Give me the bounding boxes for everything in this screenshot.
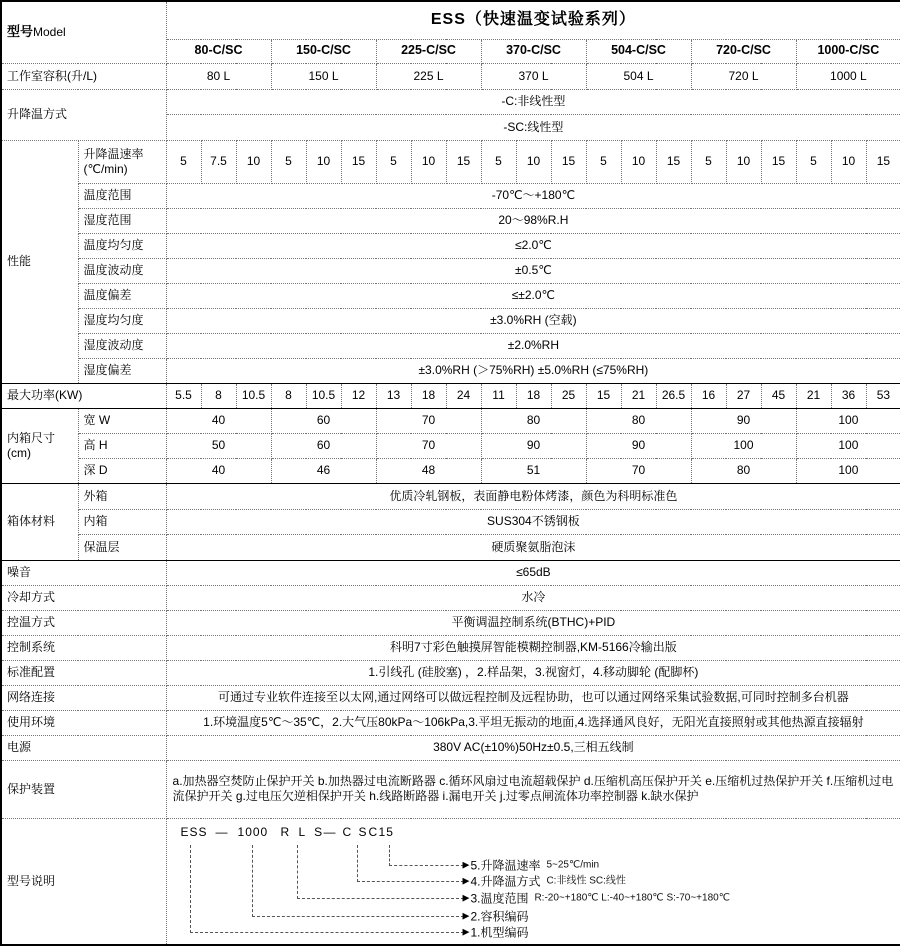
max-power-value: 45 [761, 383, 796, 408]
ramp-rate-value: 5 [481, 140, 516, 183]
dims-label: 内箱尺寸 (cm) [1, 408, 78, 483]
volume-value: 370 L [481, 63, 586, 89]
max-power-row [1, 383, 900, 408]
dims-depth-value: 100 [796, 458, 900, 483]
ramp-rate-value: 5 [271, 140, 306, 183]
ramp-rate-value: 15 [341, 140, 376, 183]
material-inner-label: 内箱 [78, 509, 166, 534]
temp-control-label: 控温方式 [1, 610, 166, 635]
material-outer-value: 优质冷轧钢板，表面静电粉体烤漆，颜色为科明标准色 [166, 483, 900, 509]
humidity-fluctuation-label: 湿度波动度 [78, 333, 166, 358]
volume-label: 工作室容积(升/L) [1, 63, 166, 89]
dims-height-value: 100 [796, 433, 900, 458]
dims-height-label: 高 H [78, 433, 166, 458]
max-power-value: 5.5 [166, 383, 201, 408]
model-name: 720-C/SC [691, 39, 796, 63]
ramp-rate-value: 10 [831, 140, 866, 183]
model-legend-row [1, 818, 900, 945]
environment-label: 使用环境 [1, 710, 166, 735]
materials-label: 箱体材料 [1, 483, 78, 560]
temp-range-label: 温度范围 [78, 183, 166, 208]
ramp-rate-value: 10 [726, 140, 761, 183]
max-power-value: 21 [621, 383, 656, 408]
model-name: 225-C/SC [376, 39, 481, 63]
dims-width-value: 80 [586, 408, 691, 433]
code-dash: — [323, 824, 337, 839]
dims-width-value: 80 [481, 408, 586, 433]
code-range: R L S [280, 824, 326, 839]
model-name: 1000-C/SC [796, 39, 900, 63]
max-power-value: 11 [481, 383, 516, 408]
material-inner-row [1, 509, 900, 534]
ramp-rate-value: 15 [761, 140, 796, 183]
dims-depth-value: 46 [271, 458, 376, 483]
network-value: 可通过专业软件连接至以太网,通过网络可以做远程控制及远程协助，也可以通过网络采集试验数据,可同时控制多台机器 [166, 685, 900, 710]
control-system-label: 控制系统 [1, 635, 166, 660]
volume-value: 225 L [376, 63, 481, 89]
protection-value: a.加热器空焚防止保护开关 b.加热器过电流断路器 c.循环风扇过电流超载保护 d.压缩机高压保护开关 e.压缩机过热保护开关 f.压缩机过电流保护开关 g.过电压欠逆相保护开关 h.线路断路器 i.漏电开关 j.过零点闸流体功率控制器 k.缺水保护 [166, 760, 900, 818]
power-supply-label: 电源 [1, 735, 166, 760]
legend-item-range: ▶ 3.温度范围 R:-20~+180℃ L:-40~+180℃ S:-70~+180℃ [462, 891, 730, 905]
noise-row [1, 560, 900, 585]
model-name: 80-C/SC [166, 39, 271, 63]
ramp-mode-nonlinear: -C:非线性型 [166, 89, 900, 114]
dims-depth-value: 48 [376, 458, 481, 483]
humidity-range-value: 20～98%R.H [166, 208, 900, 233]
max-power-value: 25 [551, 383, 586, 408]
ramp-rate-unit: (℃/min) [83, 161, 128, 176]
code-volume: 1000 [237, 824, 269, 839]
material-insulation-row [1, 534, 900, 560]
ramp-rate-label: 升降温速率 (℃/min) [78, 140, 166, 183]
performance-label: 性能 [1, 140, 78, 383]
dims-width-label: 宽 W [78, 408, 166, 433]
standard-config-label: 标准配置 [1, 660, 166, 685]
max-power-value: 36 [831, 383, 866, 408]
ramp-rate-value: 5 [691, 140, 726, 183]
material-outer-label: 外箱 [78, 483, 166, 509]
dims-depth-value: 70 [586, 458, 691, 483]
max-power-value: 13 [376, 383, 411, 408]
dims-depth-value: 51 [481, 458, 586, 483]
code-rate: 15 [378, 824, 394, 839]
model-name: 150-C/SC [271, 39, 376, 63]
humidity-uniformity-row [1, 308, 900, 333]
max-power-value: 21 [796, 383, 831, 408]
humidity-range-row [1, 208, 900, 233]
model-header-en: Model [33, 25, 66, 40]
legend-item-type: ▶ 1.机型编码 [462, 925, 529, 939]
standard-config-value: 1.引线孔 (硅胶塞) ，2.样品架，3.视窗灯，4.移动脚轮 (配脚杯) [166, 660, 900, 685]
protection-row [1, 760, 900, 818]
humidity-uniformity-label: 湿度均匀度 [78, 308, 166, 333]
humidity-fluctuation-row [1, 333, 900, 358]
control-system-value: 科明7寸彩色触摸屏智能模糊控制器,KM-5166冷输出版 [166, 635, 900, 660]
max-power-label: 最大功率(KW) [1, 383, 166, 408]
environment-value: 1.环境温度5℃～35℃，2.大气压80kPa～106kPa,3.平坦无振动的地面,4.选择通风良好，无阳光直接照射或其他热源直接辐射 [166, 710, 900, 735]
ramp-rate-value: 10 [411, 140, 446, 183]
ramp-rate-value: 10 [621, 140, 656, 183]
dims-width-value: 60 [271, 408, 376, 433]
ramp-rate-value: 5 [796, 140, 831, 183]
cooling-row [1, 585, 900, 610]
dims-width-row [1, 408, 900, 433]
arrow-right-icon: ▶ [462, 910, 470, 921]
dims-depth-value: 80 [691, 458, 796, 483]
dims-height-value: 60 [271, 433, 376, 458]
volume-value: 720 L [691, 63, 796, 89]
protection-label: 保护装置 [1, 760, 166, 818]
code-mode: C SC [342, 824, 380, 839]
ramp-rate-value: 5 [586, 140, 621, 183]
humidity-deviation-value: ±3.0%RH (＞75%RH) ±5.0%RH (≤75%RH) [166, 358, 900, 383]
dims-width-value: 100 [796, 408, 900, 433]
ramp-rate-row [1, 140, 900, 183]
cooling-value: 水冷 [166, 585, 900, 610]
power-supply-row [1, 735, 900, 760]
max-power-value: 8 [201, 383, 236, 408]
max-power-value: 53 [866, 383, 900, 408]
legend-item-rate: ▶ 5.升降温速率 5~25℃/min [462, 858, 600, 872]
dims-height-value: 50 [166, 433, 271, 458]
ramp-rate-value: 5 [166, 140, 201, 183]
power-supply-value: 380V AC(±10%)50Hz±0.5,三相五线制 [166, 735, 900, 760]
material-inner-value: SUS304不锈钢板 [166, 509, 900, 534]
dims-width-value: 40 [166, 408, 271, 433]
temp-uniformity-value: ≤2.0℃ [166, 233, 900, 258]
humidity-deviation-label: 湿度偏差 [78, 358, 166, 383]
model-code-diagram [167, 819, 900, 944]
max-power-value: 8 [271, 383, 306, 408]
model-header-label [1, 1, 166, 63]
temp-deviation-row [1, 283, 900, 308]
max-power-value: 18 [411, 383, 446, 408]
temp-range-row [1, 183, 900, 208]
code-dash: — [215, 824, 229, 839]
dims-unit: (cm) [7, 445, 31, 460]
legend-item-mode: ▶ 4.升降温方式 C:非线性 SC:线性 [462, 874, 626, 888]
model-name: 370-C/SC [481, 39, 586, 63]
ramp-rate-value: 15 [656, 140, 691, 183]
ramp-rate-value: 15 [866, 140, 900, 183]
ramp-mode-linear: -SC:线性型 [166, 114, 900, 140]
network-row [1, 685, 900, 710]
arrow-right-icon: ▶ [462, 859, 470, 870]
dims-depth-value: 40 [166, 458, 271, 483]
humidity-deviation-row [1, 358, 900, 383]
temp-fluctuation-label: 温度波动度 [78, 258, 166, 283]
material-insulation-label: 保温层 [78, 534, 166, 560]
dims-width-value: 70 [376, 408, 481, 433]
ramp-mode-row-1 [1, 89, 900, 114]
max-power-value: 16 [691, 383, 726, 408]
standard-config-row [1, 660, 900, 685]
temp-uniformity-row [1, 233, 900, 258]
max-power-value: 15 [586, 383, 621, 408]
arrow-right-icon: ▶ [462, 926, 470, 937]
environment-row [1, 710, 900, 735]
humidity-range-label: 湿度范围 [78, 208, 166, 233]
temp-range-value: -70℃～+180℃ [166, 183, 900, 208]
ramp-rate-value: 10 [306, 140, 341, 183]
max-power-value: 18 [516, 383, 551, 408]
volume-value: 504 L [586, 63, 691, 89]
max-power-value: 10.5 [236, 383, 271, 408]
max-power-value: 26.5 [656, 383, 691, 408]
model-legend-label: 型号说明 [1, 818, 166, 945]
model-name: 504-C/SC [586, 39, 691, 63]
legend-item-volume: ▶ 2.容积编码 [462, 909, 529, 923]
volume-value: 150 L [271, 63, 376, 89]
temp-fluctuation-row [1, 258, 900, 283]
temp-uniformity-label: 温度均匀度 [78, 233, 166, 258]
max-power-value: 12 [341, 383, 376, 408]
arrow-right-icon: ▶ [462, 875, 470, 886]
dims-height-value: 90 [481, 433, 586, 458]
max-power-value: 27 [726, 383, 761, 408]
model-header-zh: 型号 [7, 24, 34, 40]
control-system-row [1, 635, 900, 660]
temp-control-row [1, 610, 900, 635]
temp-fluctuation-value: ±0.5℃ [166, 258, 900, 283]
ramp-rate-value: 5 [376, 140, 411, 183]
noise-value: ≤65dB [166, 560, 900, 585]
ramp-rate-value: 10 [236, 140, 271, 183]
arrow-right-icon: ▶ [462, 892, 470, 903]
dims-height-value: 100 [691, 433, 796, 458]
max-power-value: 10.5 [306, 383, 341, 408]
cooling-label: 冷却方式 [1, 585, 166, 610]
ramp-rate-value: 15 [446, 140, 481, 183]
network-label: 网络连接 [1, 685, 166, 710]
volume-value: 80 L [166, 63, 271, 89]
dims-height-row [1, 433, 900, 458]
temp-deviation-value: ≤±2.0℃ [166, 283, 900, 308]
humidity-uniformity-value: ±3.0%RH (空载) [166, 308, 900, 333]
ramp-rate-value: 15 [551, 140, 586, 183]
dims-depth-row [1, 458, 900, 483]
volume-row [1, 63, 900, 89]
max-power-value: 24 [446, 383, 481, 408]
connector-line [190, 845, 464, 933]
ramp-mode-label: 升降温方式 [1, 89, 166, 140]
code-series: ESS [180, 824, 208, 839]
material-insulation-value: 硬质聚氨脂泡沫 [166, 534, 900, 560]
ramp-rate-value: 7.5 [201, 140, 236, 183]
dims-height-value: 90 [586, 433, 691, 458]
dims-width-value: 90 [691, 408, 796, 433]
volume-value: 1000 L [796, 63, 900, 89]
temp-deviation-label: 温度偏差 [78, 283, 166, 308]
dims-height-value: 70 [376, 433, 481, 458]
series-title: ESS（快速温变试验系列） [166, 1, 900, 39]
material-outer-row [1, 483, 900, 509]
humidity-fluctuation-value: ±2.0%RH [166, 333, 900, 358]
ramp-rate-value: 10 [516, 140, 551, 183]
temp-control-value: 平衡调温控制系统(BTHC)+PID [166, 610, 900, 635]
noise-label: 噪音 [1, 560, 166, 585]
dims-depth-label: 深 D [78, 458, 166, 483]
